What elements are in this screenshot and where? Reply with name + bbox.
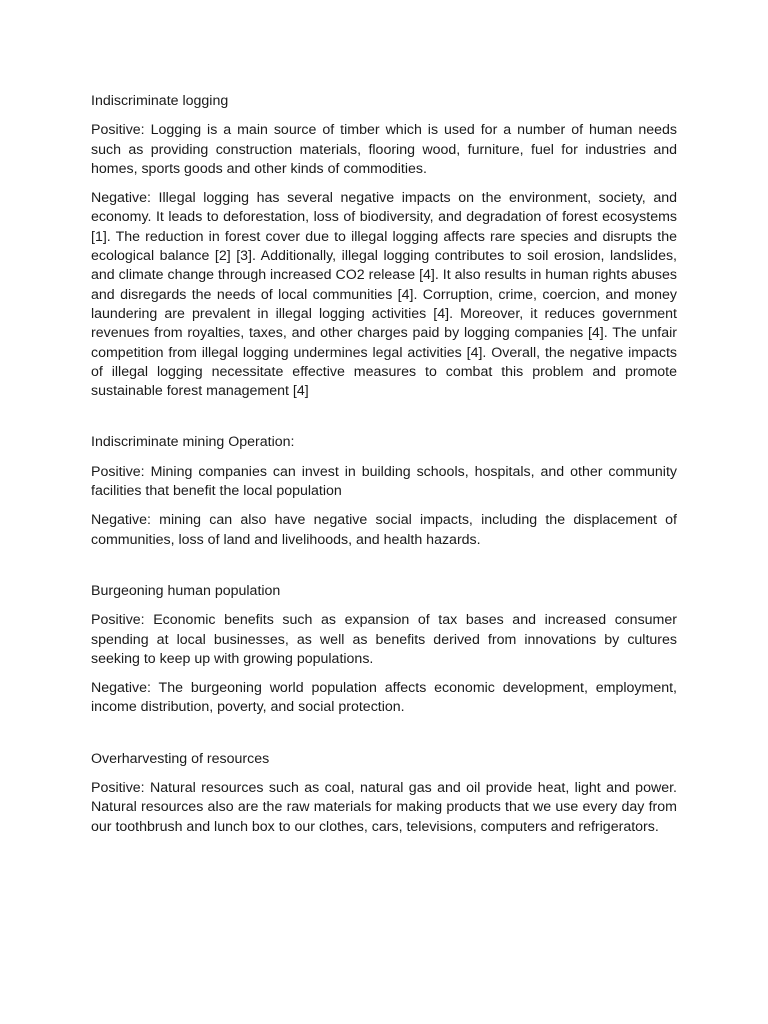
section-overharvesting	[91, 750, 677, 837]
negative-paragraph: Negative: mining can also have negative social impacts, including the displacement of communities, loss of land and livelihoods, and health hazards.	[91, 512, 677, 548]
section-logging	[91, 92, 677, 401]
negative-paragraph: Negative: Illegal logging has several negative impacts on the environment, society, and economy. It leads to deforestation, loss of biodiversity, and degradation of forest ecosystems [1]. The reduction in forest cover due to illegal logging affects rare species and disrupts the ecological balance [2] [3]. Additionally, illegal logging contributes to soil erosion, landslides, and climate change through increased CO2 release [4]. It also results in human rights abuses and disregards the needs of local communities [4]. Corruption, crime, coercion, and money laundering are prevalent in illegal logging activities [4]. Moreover, it reduces government revenues from royalties, taxes, and other charges paid by logging companies [4]. The unfair competition from illegal logging undermines legal activities [4]. Overall, the negative impacts of illegal logging necessitate effective measures to combat this problem and promote sustainable forest management [4]	[91, 190, 677, 400]
section-population	[91, 582, 677, 718]
section-title: Indiscriminate mining Operation:	[91, 434, 295, 451]
section-title: Burgeoning human population	[91, 582, 281, 599]
section-title: Overharvesting of resources	[91, 750, 270, 767]
section-mining	[91, 433, 677, 549]
negative-paragraph: Negative: The burgeoning world population affects economic development, employment, income distribution, poverty, and social protection.	[91, 680, 677, 716]
document-body	[91, 92, 677, 847]
positive-paragraph: Positive: Logging is a main source of timber which is used for a number of human needs such as providing construction materials, flooring wood, furniture, fuel for industries and homes, sports goods and other kinds of commodities.	[91, 122, 677, 177]
section-title: Indiscriminate logging	[91, 93, 229, 109]
positive-paragraph: Positive: Economic benefits such as expansion of tax bases and increased consumer spending at local businesses, as well as benefits derived from innovations by cultures seeking to keep up with growing populations.	[91, 612, 677, 667]
positive-paragraph: Positive: Natural resources such as coal, natural gas and oil provide heat, light and power. Natural resources also are the raw materials for making products that we use every day from our toothbrush and lunch box to our clothes, cars, televisions, computers and refrigerators.	[91, 780, 677, 835]
positive-paragraph: Positive: Mining companies can invest in building schools, hospitals, and other community facilities that benefit the local population	[91, 463, 677, 500]
